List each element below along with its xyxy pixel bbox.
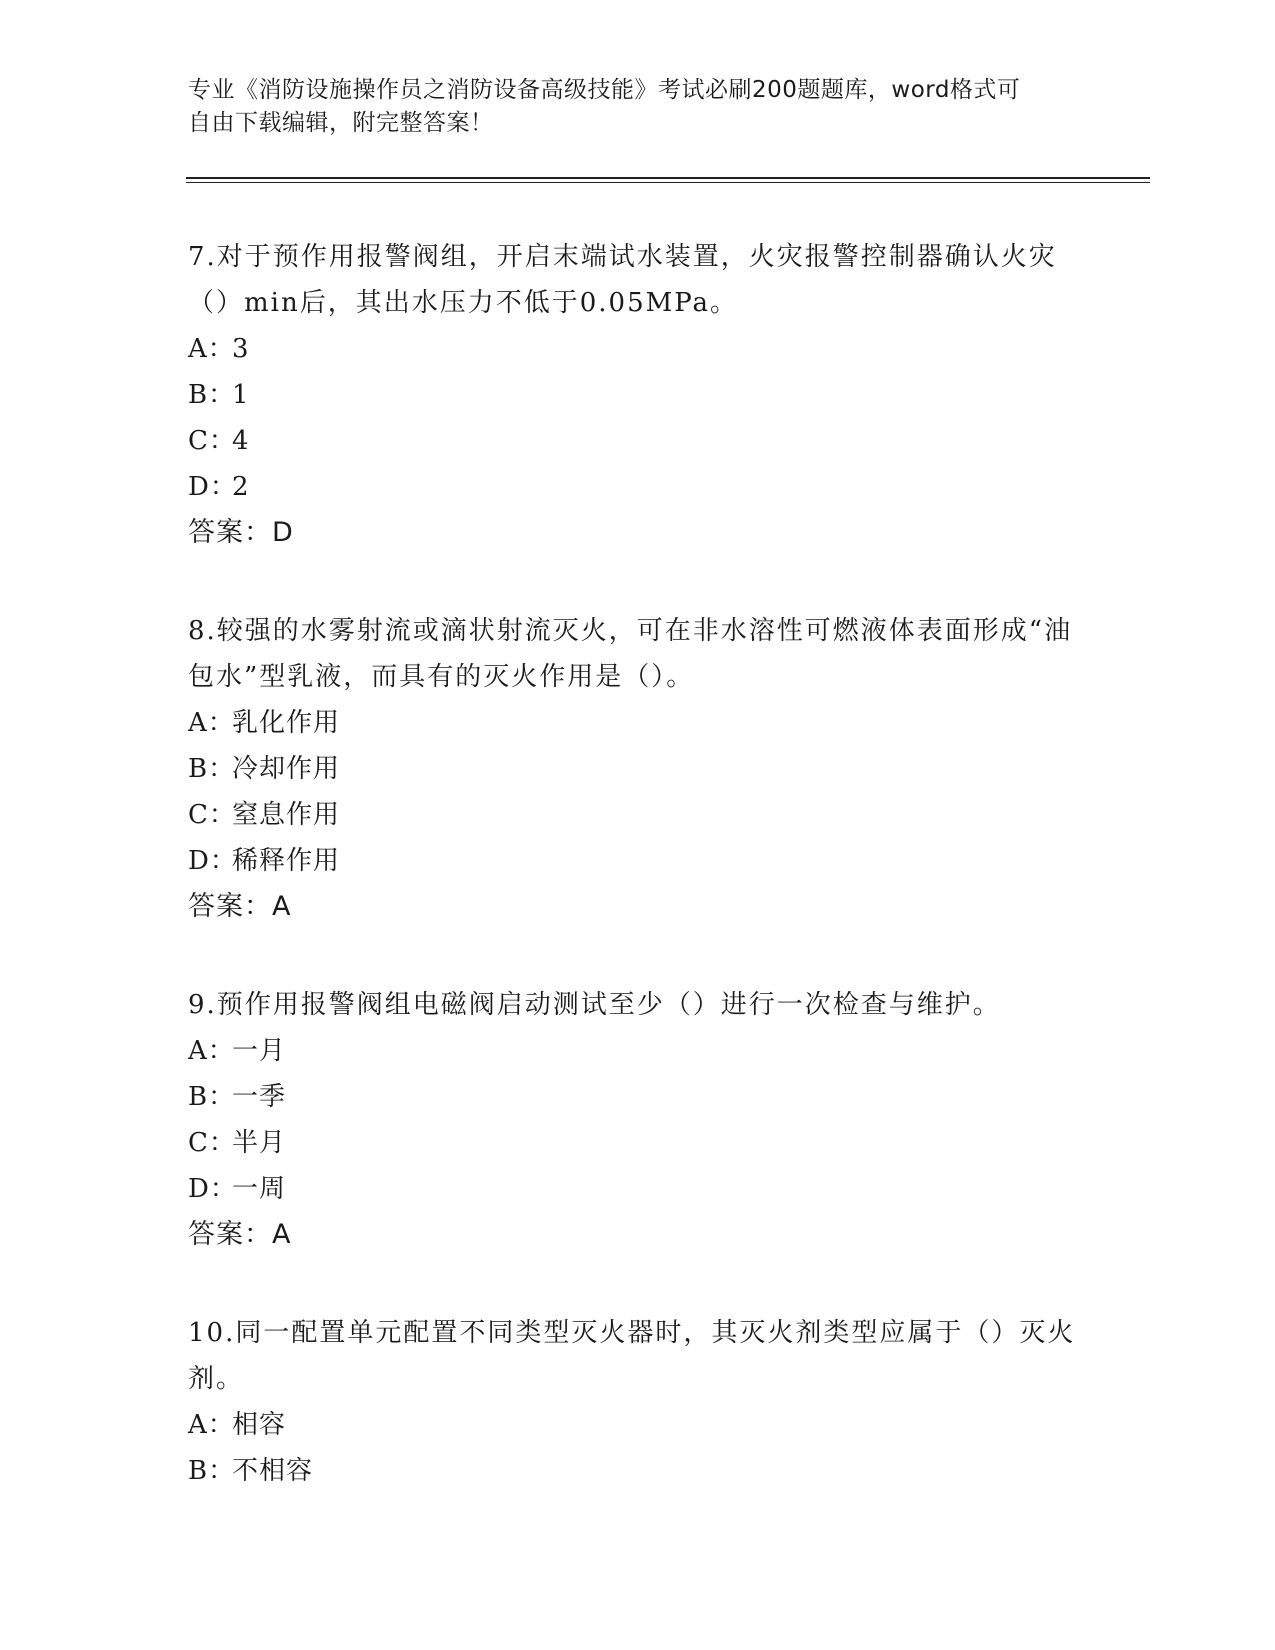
option-letter: D： (188, 1174, 237, 1204)
header-divider-thick (186, 177, 1150, 179)
option-text: 半月 (232, 1128, 287, 1158)
option-d (188, 838, 1088, 884)
option-c (188, 792, 1088, 838)
option-a (188, 700, 1088, 746)
option-letter: B： (188, 380, 236, 410)
option-letter: C： (188, 800, 236, 830)
option-text: 一周 (232, 1174, 287, 1204)
header-line-2: 自由下载编辑，附完整答案！ (188, 110, 494, 136)
option-letter: A： (188, 334, 235, 364)
option-letter: B： (188, 754, 236, 784)
option-letter: D： (188, 846, 237, 876)
question-8 (188, 608, 1088, 930)
option-b (188, 1074, 1088, 1120)
question-9 (188, 982, 1088, 1258)
question-list (188, 234, 1088, 1546)
option-letter: A： (188, 1036, 235, 1066)
option-letter: C： (188, 426, 236, 456)
document-header (188, 74, 1068, 140)
option-d (188, 1166, 1088, 1212)
question-text: 7.对于预作用报警阀组，开启末端试水装置，火灾报警控制器确认火灾（）min后，其出水压力不低于0.05MPa。 (188, 242, 1057, 318)
option-text: 1 (232, 380, 250, 410)
option-a (188, 1402, 1088, 1448)
question-7 (188, 234, 1088, 556)
option-a (188, 326, 1088, 372)
option-b (188, 746, 1088, 792)
header-line-1: 专业《消防设施操作员之消防设备高级技能》考试必刷200题题库，word格式可 (188, 77, 1021, 103)
option-text: 一月 (232, 1036, 287, 1066)
question-10 (188, 1310, 1088, 1494)
option-b (188, 1448, 1088, 1494)
option-text: 不相容 (232, 1456, 314, 1486)
option-c (188, 1120, 1088, 1166)
option-text: 4 (232, 426, 250, 456)
question-text: 8.较强的水雾射流或滴状射流灭火，可在非水溶性可燃液体表面形成“油包水”型乳液，而具有的灭火作用是（）。 (188, 616, 1073, 692)
option-letter: B： (188, 1456, 236, 1486)
option-letter: C： (188, 1128, 236, 1158)
question-text: 9.预作用报警阀组电磁阀启动测试至少（）进行一次检查与维护。 (188, 990, 1001, 1020)
option-letter: A： (188, 1410, 235, 1440)
option-d (188, 464, 1088, 510)
option-text: 相容 (232, 1410, 287, 1440)
header-divider-thin (186, 182, 1150, 183)
answer-line: 答案：D (188, 517, 294, 548)
option-a (188, 1028, 1088, 1074)
option-letter: D： (188, 472, 237, 502)
option-text: 2 (232, 472, 250, 502)
option-text: 3 (232, 334, 250, 364)
option-text: 稀释作用 (232, 846, 341, 876)
option-letter: B： (188, 1082, 236, 1112)
answer-line: 答案：A (188, 891, 292, 922)
option-text: 冷却作用 (232, 754, 341, 784)
option-text: 乳化作用 (232, 708, 341, 738)
option-b (188, 372, 1088, 418)
option-c (188, 418, 1088, 464)
answer-line: 答案：A (188, 1219, 292, 1250)
option-text: 一季 (232, 1082, 287, 1112)
question-text: 10.同一配置单元配置不同类型灭火器时，其灭火剂类型应属于（）灭火剂。 (188, 1318, 1076, 1394)
option-text: 窒息作用 (232, 800, 341, 830)
option-letter: A： (188, 708, 235, 738)
